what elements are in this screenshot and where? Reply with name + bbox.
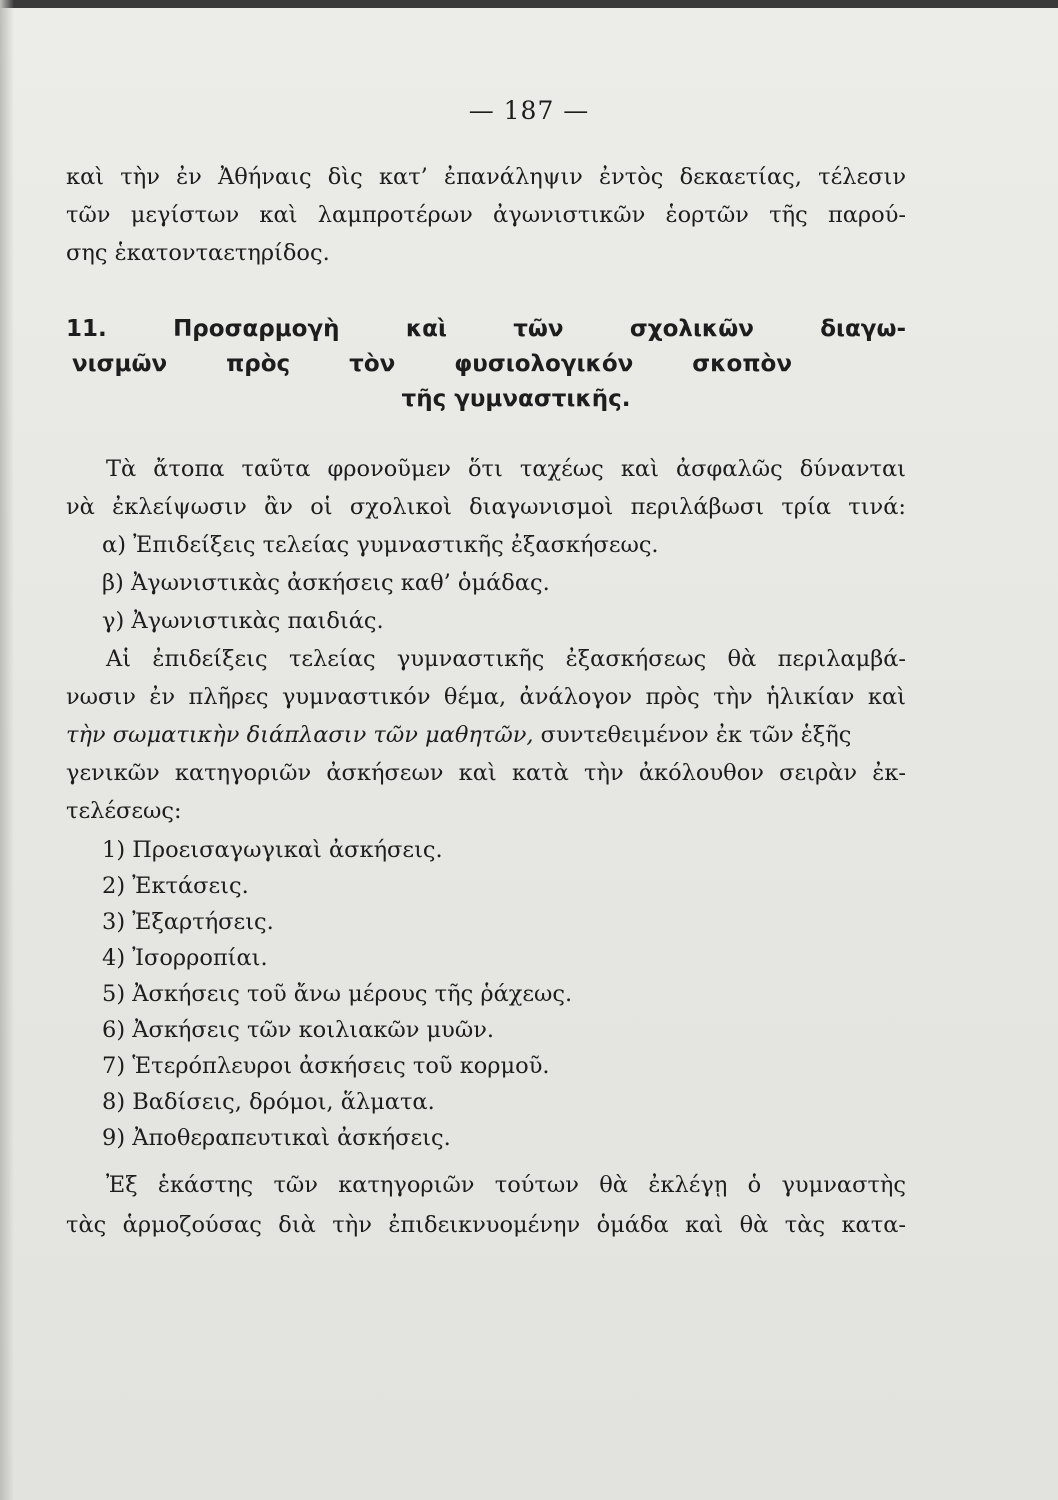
- page-number: — 187 —: [468, 96, 590, 125]
- paragraph-1-text-1: Τὰ ἄτοπα ταῦτα φρονοῦμεν ὅτι ταχέως καὶ ἀσφαλῶς δύνανται: [106, 456, 906, 482]
- paragraph-2-line-4: γενικῶν κατηγοριῶν ἀσκήσεων καὶ κατὰ τὴν ἀκόλουθον σειρὰν ἐκ-: [66, 760, 906, 786]
- category-item: 1) Προεισαγωγικαὶ ἀσκήσεις.: [102, 837, 443, 863]
- scan-gutter-shadow: [0, 0, 14, 1500]
- category-item: 9) Ἀποθεραπευτικαὶ ἀσκήσεις.: [102, 1125, 451, 1151]
- category-item: 6) Ἀσκήσεις τῶν κοιλιακῶν μυῶν.: [102, 1017, 495, 1043]
- paragraph-2-line-5: τελέσεως:: [66, 798, 182, 824]
- heading-title-part-1: Προσαρμογὴ καὶ τῶν σχολικῶν διαγω-: [173, 316, 906, 342]
- category-item: 4) Ἰσορροπίαι.: [102, 945, 268, 971]
- section-heading: [66, 312, 906, 417]
- category-item: 8) Βαδίσεις, δρόμοι, ἅλματα.: [102, 1089, 435, 1115]
- paragraph-1-line-2: νὰ ἐκλείψωσιν ἂν οἱ σχολικοὶ διαγωνισμοὶ περιλάβωσι τρία τινά:: [66, 494, 906, 520]
- paragraph-2-line-2: νωσιν ἐν πλῆρες γυμναστικόν θέμα, ἀνάλογον πρὸς τὴν ἡλικίαν καὶ: [66, 684, 906, 710]
- paragraph-1-line-1: [66, 452, 906, 487]
- option-a: α) Ἐπιδείξεις τελείας γυμναστικῆς ἐξασκήσεως.: [102, 532, 659, 558]
- paragraph-2-line-1: [66, 642, 906, 677]
- closing-line-2: τὰς ἁρμοζούσας διὰ τὴν ἐπιδεικνυομένην ὁμάδα καὶ θὰ τὰς κατα-: [66, 1212, 906, 1238]
- closing-line-1: [66, 1168, 906, 1203]
- category-item: 3) Ἐξαρτήσεις.: [102, 909, 274, 935]
- option-c: γ) Ἀγωνιστικὰς παιδιάς.: [102, 608, 384, 634]
- intro-line-1: καὶ τὴν ἐν Ἀθήναις δὶς κατ’ ἐπανάληψιν ἐντὸς δεκαετίας, τέλεσιν: [66, 164, 906, 190]
- paragraph-2-text-1: Αἱ ἐπιδείξεις τελείας γυμναστικῆς ἐξασκήσεως θὰ περιλαμβά-: [106, 646, 906, 672]
- scan-top-edge: [0, 0, 1058, 8]
- intro-line-3: σης ἑκατονταετηρίδος.: [66, 240, 330, 266]
- category-item: 5) Ἀσκήσεις τοῦ ἄνω μέρους τῆς ῥάχεως.: [102, 981, 573, 1007]
- category-item: 2) Ἐκτάσεις.: [102, 873, 249, 899]
- heading-line-2: νισμῶν πρὸς τὸν φυσιολογικόν σκοπὸν: [72, 351, 792, 377]
- category-item: 7) Ἑτερόπλευροι ἀσκήσεις τοῦ κορμοῦ.: [102, 1053, 550, 1079]
- intro-line-2: τῶν μεγίστων καὶ λαμπροτέρων ἀγωνιστικῶν ἑορτῶν τῆς παρού-: [66, 202, 906, 228]
- paragraph-2-line-3-rest: συντεθειμένον ἐκ τῶν ἑξῆς: [533, 722, 852, 748]
- category-list: [102, 832, 572, 1156]
- paragraph-2-line-3: [66, 718, 906, 753]
- closing-text-1: Ἐξ ἑκάστης τῶν κατηγοριῶν τούτων θὰ ἐκλέγῃ ὁ γυμναστὴς: [106, 1172, 906, 1198]
- option-b: β) Ἀγωνιστικὰς ἀσκήσεις καθ’ ὁμάδας.: [102, 570, 550, 596]
- heading-line-1: [66, 312, 906, 347]
- paragraph-2-italic: τὴν σωματικὴν διάπλασιν τῶν μαθητῶν,: [66, 722, 534, 748]
- heading-line-3: τῆς γυμναστικῆς.: [401, 386, 631, 412]
- section-number: 11.: [66, 316, 107, 342]
